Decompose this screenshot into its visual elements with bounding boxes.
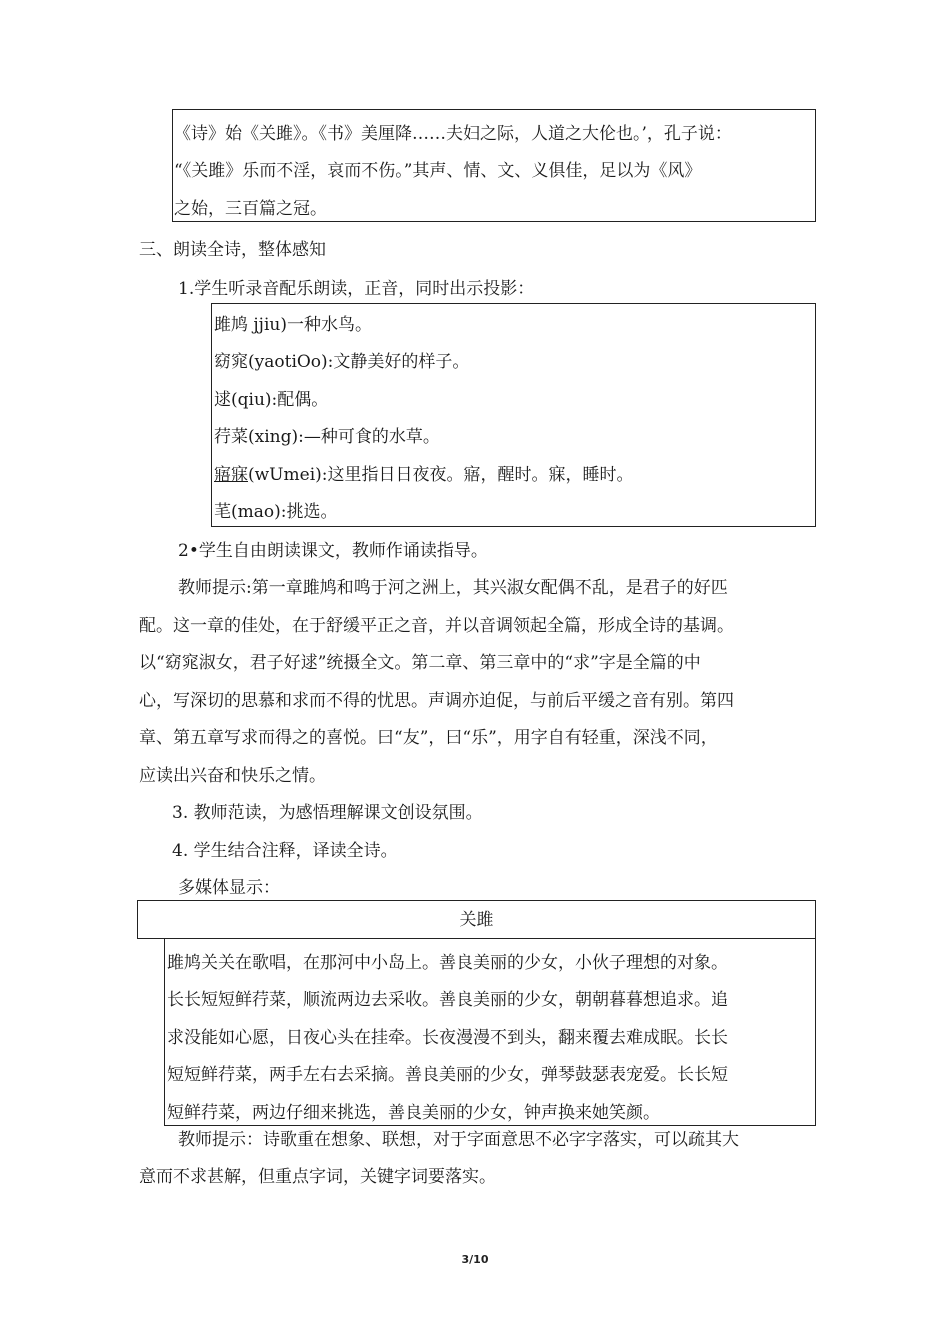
quote-line: 《诗》始《关雎》。《书》美厘降……夫妇之际，人道之大伦也。’，孔子说：	[174, 124, 732, 144]
step-3: 3. 教师范读，为感悟理解课文创设氛围。	[172, 803, 483, 823]
tip1-line: 章、第五章写求而得之的喜悦。曰“友”，曰“乐”，用字自有轻重，深浅不同，	[139, 728, 718, 748]
translation-line: 长长短短鲜荇菜，顺流两边去采收。善良美丽的少女，朝朝暮暮想追求。追	[167, 990, 728, 1010]
translation-line: 短鲜荇菜，两边仔细来挑选，善良美丽的少女，钟声换来她笑颜。	[167, 1103, 660, 1123]
vocab-box	[211, 303, 816, 527]
media-label: 多媒体显示：	[178, 878, 280, 898]
vocab-item: 窈窕(yaotiOo):文静美好的样子。	[214, 352, 470, 372]
vocab-underlined-word: 寤寐	[214, 465, 248, 485]
step-2: 2•学生自由朗读课文，教师作诵读指导。	[178, 541, 488, 561]
tip1-line: 心，写深切的思慕和求而不得的忧思。声调亦迫促，与前后平缓之音有别。第四	[139, 691, 734, 711]
translation-line: 短短鲜荇菜，两手左右去采摘。善良美丽的少女，弹琴鼓瑟表宠爱。长长短	[167, 1065, 728, 1085]
section-heading: 三、朗读全诗，整体感知	[139, 240, 326, 260]
translation-line: 雎鸠关关在歌唱，在那河中小岛上。善良美丽的少女，小伙子理想的对象。	[167, 953, 728, 973]
vocab-item: 雎鸠 jjiu)一种水鸟。	[214, 315, 372, 335]
tip1-line: 应读出兴奋和快乐之情。	[139, 766, 326, 786]
page-number: 3/10	[461, 1253, 489, 1266]
tip1-line: 配。这一章的佳处，在于舒缓平正之音，并以音调领起全篇，形成全诗的基调。	[139, 616, 734, 636]
tip2-line: 意而不求甚解，但重点字词，关键字词要落实。	[139, 1167, 496, 1187]
step-4: 4. 学生结合注释，译读全诗。	[172, 841, 398, 861]
vocab-item	[214, 465, 634, 485]
vocab-item-text: (wUmei):这里指日日夜夜。寤，醒时。寐，睡时。	[248, 465, 634, 485]
translation-line: 求没能如心愿，日夜心头在挂牵。长夜漫漫不到头，翻来覆去难成眠。长长	[167, 1028, 728, 1048]
vocab-item: 逑(qiu):配偶。	[214, 390, 329, 410]
vocab-item: 荇菜(xing):—种可食的水草。	[214, 427, 440, 447]
vocab-item: 芼(mao):挑选。	[214, 502, 338, 522]
tip1-line: 以“窈窕淑女，君子好逑”统摄全文。第二章、第三章中的“求”字是全篇的中	[139, 653, 701, 673]
tip1-line: 教师提示:第一章雎鸠和鸣于河之洲上，其兴淑女配偶不乱，是君子的好匹	[178, 578, 728, 598]
poem-title: 关雎	[459, 910, 494, 930]
step-1: 1.学生听录音配乐朗读，正音，同时出示投影：	[178, 279, 535, 299]
quote-line: “《关雎》乐而不淫，哀而不伤。”其声、情、文、义俱佳，足以为《风》	[174, 161, 702, 181]
quote-line: 之始，三百篇之冠。	[174, 199, 327, 219]
tip2-line: 教师提示：诗歌重在想象、联想，对于字面意思不必字字落实，可以疏其大	[178, 1130, 739, 1150]
